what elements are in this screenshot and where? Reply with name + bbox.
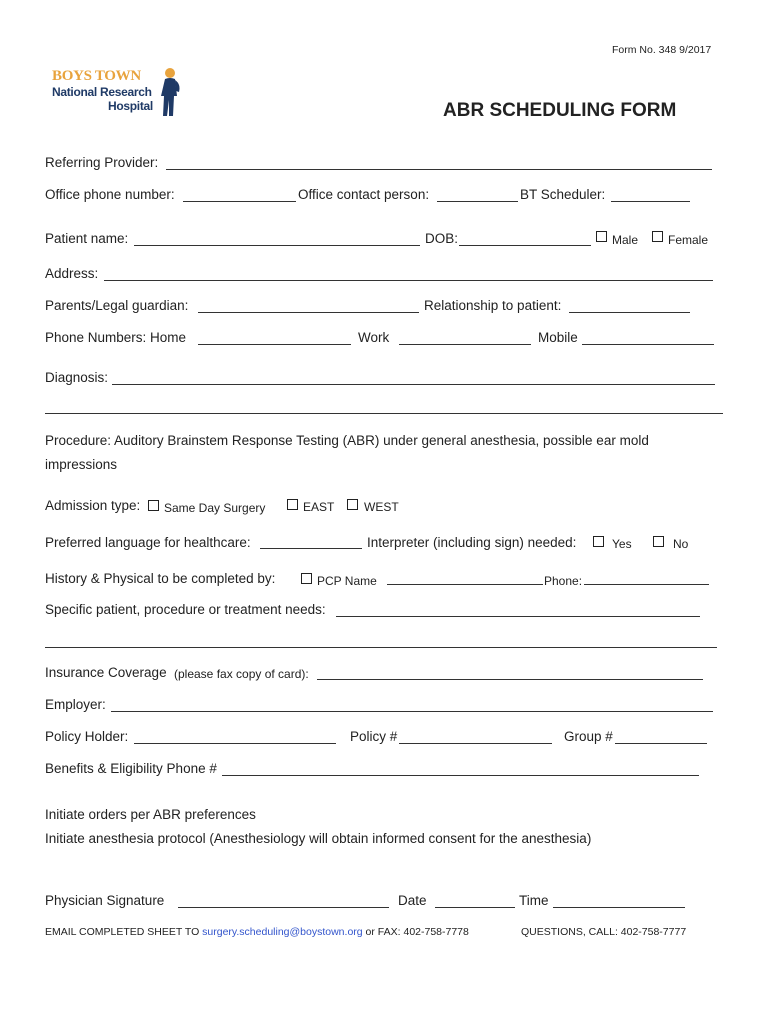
policy-holder-line[interactable] <box>134 743 336 744</box>
female-checkbox[interactable] <box>652 231 663 242</box>
form-number: Form No. 348 9/2017 <box>612 44 712 56</box>
mobile-label: Mobile <box>538 330 578 345</box>
patient-name-line[interactable] <box>134 245 420 246</box>
policy-holder-label: Policy Holder: <box>45 729 129 744</box>
employer-line[interactable] <box>111 711 713 712</box>
group-number-line[interactable] <box>615 743 707 744</box>
pcp-checkbox[interactable] <box>301 573 312 584</box>
pcp-phone-label: Phone: <box>544 574 583 588</box>
physician-signature-line[interactable] <box>178 907 389 908</box>
west-checkbox[interactable] <box>347 499 358 510</box>
office-phone-line[interactable] <box>183 201 296 202</box>
insurance-coverage-label: Insurance Coverage <box>45 665 167 680</box>
relationship-line[interactable] <box>569 312 690 313</box>
male-checkbox[interactable] <box>596 231 607 242</box>
work-line[interactable] <box>399 344 531 345</box>
procedure-line-2: impressions <box>45 457 118 472</box>
logo-figure-icon <box>152 66 186 120</box>
logo-line-2: National Research <box>52 85 152 99</box>
group-number-label: Group # <box>564 729 613 744</box>
dob-line[interactable] <box>459 245 591 246</box>
referring-provider-label: Referring Provider: <box>45 155 159 170</box>
initiate-orders-text: Initiate orders per ABR preferences <box>45 807 256 822</box>
parents-guardian-label: Parents/Legal guardian: <box>45 298 189 313</box>
same-day-surgery-checkbox[interactable] <box>148 500 159 511</box>
interpreter-label: Interpreter (including sign) needed: <box>367 535 577 550</box>
benefits-phone-label: Benefits & Eligibility Phone # <box>45 761 217 776</box>
time-line[interactable] <box>553 907 685 908</box>
address-label: Address: <box>45 266 99 281</box>
footer-questions: QUESTIONS, CALL: 402-758-7777 <box>521 926 687 938</box>
address-line[interactable] <box>104 280 713 281</box>
dob-label: DOB: <box>425 231 459 246</box>
interpreter-yes-checkbox[interactable] <box>593 536 604 547</box>
bt-scheduler-label: BT Scheduler: <box>520 187 606 202</box>
procedure-line-1: Procedure: Auditory Brainstem Response Testing (ABR) under general anesthesia, possible ear mold <box>45 433 649 448</box>
interpreter-no-label: No <box>673 537 689 551</box>
time-label: Time <box>519 893 549 908</box>
history-physical-label: History & Physical to be completed by: <box>45 571 276 586</box>
footer-fax: or FAX: 402-758-7778 <box>365 926 469 938</box>
diagnosis-line-2[interactable] <box>45 413 723 414</box>
pcp-name-line[interactable] <box>387 584 543 585</box>
logo-line-3: Hospital <box>108 99 153 113</box>
form-title: ABR SCHEDULING FORM <box>443 100 677 121</box>
specific-needs-line[interactable] <box>336 616 700 617</box>
footer-email-link[interactable]: surgery.scheduling@boystown.org <box>202 926 363 938</box>
footer-email-prefix: EMAIL COMPLETED SHEET TO <box>45 926 200 938</box>
insurance-line[interactable] <box>317 679 703 680</box>
relationship-label: Relationship to patient: <box>424 298 562 313</box>
office-contact-label: Office contact person: <box>298 187 430 202</box>
policy-number-line[interactable] <box>399 743 552 744</box>
same-day-surgery-label: Same Day Surgery <box>164 501 266 515</box>
patient-name-label: Patient name: <box>45 231 129 246</box>
bt-scheduler-line[interactable] <box>611 201 690 202</box>
interpreter-no-checkbox[interactable] <box>653 536 664 547</box>
specific-needs-line-2[interactable] <box>45 647 717 648</box>
date-label: Date <box>398 893 427 908</box>
employer-label: Employer: <box>45 697 106 712</box>
diagnosis-line[interactable] <box>112 384 715 385</box>
office-contact-line[interactable] <box>437 201 518 202</box>
mobile-line[interactable] <box>582 344 714 345</box>
female-label: Female <box>668 233 709 247</box>
pcp-phone-line[interactable] <box>584 584 709 585</box>
west-label: WEST <box>364 500 399 514</box>
initiate-anesthesia-text: Initiate anesthesia protocol (Anesthesiology will obtain informed consent for the anesthesia) <box>45 831 592 846</box>
phone-home-line[interactable] <box>198 344 351 345</box>
phone-home-label: Phone Numbers: Home <box>45 330 187 345</box>
east-checkbox[interactable] <box>287 499 298 510</box>
specific-needs-label: Specific patient, procedure or treatment needs: <box>45 602 326 617</box>
work-label: Work <box>358 330 390 345</box>
date-line[interactable] <box>435 907 515 908</box>
boys-town-logo <box>52 66 186 122</box>
insurance-note: (please fax copy of card): <box>174 667 309 681</box>
east-label: EAST <box>303 500 335 514</box>
diagnosis-label: Diagnosis: <box>45 370 109 385</box>
male-label: Male <box>612 233 639 247</box>
preferred-language-line[interactable] <box>260 548 362 549</box>
parents-guardian-line[interactable] <box>198 312 419 313</box>
footer-email-line <box>45 924 469 940</box>
pcp-name-label: PCP Name <box>317 574 377 588</box>
office-phone-label: Office phone number: <box>45 187 175 202</box>
physician-signature-label: Physician Signature <box>45 893 165 908</box>
referring-provider-line[interactable] <box>166 169 712 170</box>
benefits-phone-line[interactable] <box>222 775 699 776</box>
preferred-language-label: Preferred language for healthcare: <box>45 535 251 550</box>
logo-line-1: BOYS TOWN <box>52 68 141 84</box>
admission-type-label: Admission type: <box>45 498 141 513</box>
policy-number-label: Policy # <box>350 729 398 744</box>
interpreter-yes-label: Yes <box>612 537 632 551</box>
